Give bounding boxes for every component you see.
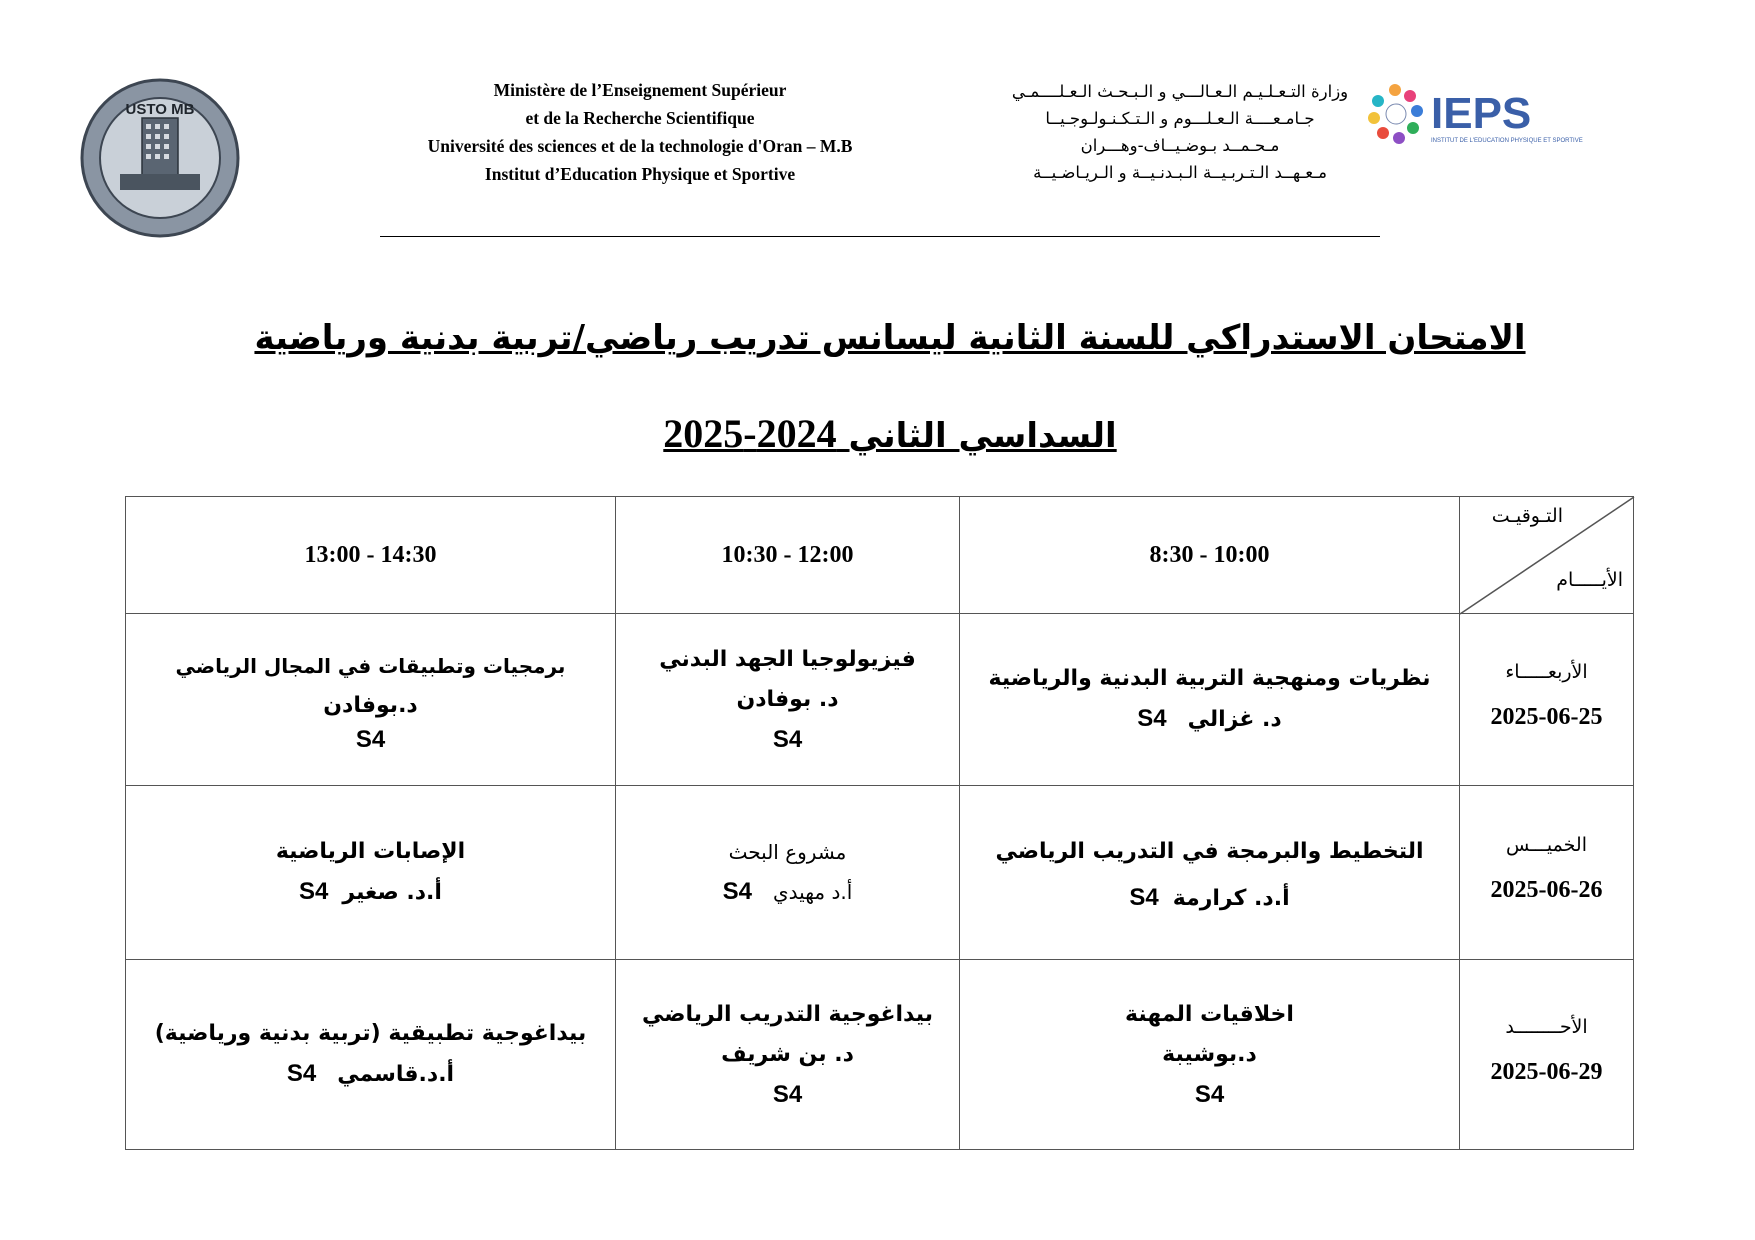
- level-label: S4: [772, 725, 803, 753]
- exam-cell: [616, 614, 960, 786]
- exam-cell: [960, 786, 1460, 960]
- exam-cell: [126, 614, 616, 786]
- time-corner-label: التـوقيـت: [1491, 505, 1563, 527]
- teacher-name: أ.د مهيدي: [773, 880, 853, 904]
- arabic-header-line: جـامـعــــة الـعـلـــوم و الـتـكـنـولـوجـيــا: [1045, 109, 1315, 128]
- french-header-line: Université des sciences et de la technologie d'Oran – M.B: [427, 136, 853, 156]
- day-cell: [1460, 786, 1634, 960]
- teacher-name: د.بوفادن: [323, 692, 418, 718]
- page-title: الامتحان الاستدراكي للسنة الثانية ليسانس تدريب رياضي/تربية بدنية ورياضية: [254, 318, 1526, 358]
- day-date: 2025-06-26: [1490, 876, 1603, 903]
- day-date: 2025-06-29: [1490, 1058, 1603, 1085]
- arabic-header: [990, 78, 1370, 186]
- time-header-row: [126, 497, 1634, 614]
- teacher-name: أ.د.قاسمي: [337, 1062, 455, 1087]
- level-label: S4: [286, 1060, 317, 1087]
- corner-cell: [1460, 497, 1634, 614]
- day-name: الأحــــــــد: [1505, 1015, 1588, 1038]
- subject-name: الإصابات الرياضية: [275, 839, 466, 864]
- level-label: S4: [355, 725, 386, 753]
- level-label: S4: [722, 878, 753, 905]
- table-row: [126, 614, 1634, 786]
- subject-name: مشروع البحث: [728, 840, 847, 864]
- level-label: S4: [299, 878, 329, 905]
- french-header-line: Institut d’Education Physique et Sportive: [484, 164, 796, 184]
- subject-name: نظريات ومنهجية التربية البدنية والرياضية: [988, 666, 1431, 691]
- subject-name: التخطيط والبرمجة في التدريب الرياضي: [995, 839, 1424, 864]
- ieps-logo-label: IEPS: [1431, 89, 1532, 138]
- day-name: الخميـــس: [1506, 833, 1587, 856]
- table-row: [126, 960, 1634, 1150]
- day-name: الأربعـــــاء: [1505, 660, 1588, 683]
- header-separator: [380, 236, 1380, 237]
- ieps-logo-sublabel: INSTITUT DE L'EDUCATION PHYSIQUE ET SPORTIVE: [1431, 138, 1583, 144]
- level-label: S4: [1194, 1080, 1225, 1108]
- exam-cell: [960, 614, 1460, 786]
- arabic-header-line: مـحـمــد بـوضـيــاف-وهـــران: [1080, 136, 1280, 155]
- teacher-name: أ.د. صغير: [342, 880, 442, 905]
- teacher-name: د. بن شريف: [721, 1041, 854, 1067]
- usto-mb-label: USTO MB: [125, 101, 195, 118]
- day-cell: [1460, 614, 1634, 786]
- level-label: S4: [1137, 705, 1167, 732]
- exam-schedule-table: [125, 496, 1634, 1150]
- french-header-line: et de la Recherche Scientifique: [525, 108, 755, 128]
- french-header: [380, 76, 900, 188]
- semester-label: السداسي الثاني: [848, 416, 1117, 456]
- time-slot-3: 13:00 - 14:30: [126, 497, 616, 614]
- exam-cell: [126, 960, 616, 1150]
- teacher-name: د. غزالي: [1187, 707, 1282, 732]
- teacher-name: د.بوشيبة: [1162, 1041, 1257, 1067]
- subject-name: بيداغوجية تطبيقية (تربية بدنية ورياضية): [154, 1021, 587, 1046]
- teacher-name: د. بوفادن: [736, 686, 839, 712]
- exam-cell: [960, 960, 1460, 1150]
- arabic-header-line: وزارة التـعـلـيـم الـعـالـــي و الـبـحـث الـعـلــــمـي: [1011, 82, 1349, 101]
- teacher-name: أ.د. كرارمة: [1172, 886, 1290, 911]
- page-subtitle: [200, 410, 1580, 457]
- days-corner-label: الأيـــــام: [1556, 569, 1623, 591]
- french-header-line: Ministère de l’Enseignement Supérieur: [493, 80, 787, 100]
- usto-mb-seal-icon: [80, 78, 240, 242]
- exam-cell: [126, 786, 616, 960]
- level-label: S4: [772, 1080, 803, 1108]
- time-slot-2: 10:30 - 12:00: [616, 497, 960, 614]
- subject-name: اخلاقيات المهنة: [1125, 1001, 1294, 1027]
- subject-name: برمجيات وتطبيقات في المجال الرياضي: [175, 653, 566, 678]
- subject-name: بيداغوجية التدريب الرياضي: [641, 1001, 934, 1027]
- day-cell: [1460, 960, 1634, 1150]
- time-slot-1: 8:30 - 10:00: [960, 497, 1460, 614]
- table-row: [126, 786, 1634, 960]
- level-label: S4: [1129, 884, 1159, 911]
- subject-name: فيزيولوجيا الجهد البدني: [659, 646, 916, 672]
- exam-cell: [616, 960, 960, 1150]
- ieps-logo-icon: [1365, 78, 1583, 172]
- academic-year: 2024-2025: [663, 411, 837, 456]
- arabic-header-line: مـعـهــد الـتـربـيــة الـبـدنـيــة و الـريـاضـيــة: [1033, 163, 1327, 182]
- exam-cell: [616, 786, 960, 960]
- day-date: 2025-06-25: [1490, 703, 1603, 730]
